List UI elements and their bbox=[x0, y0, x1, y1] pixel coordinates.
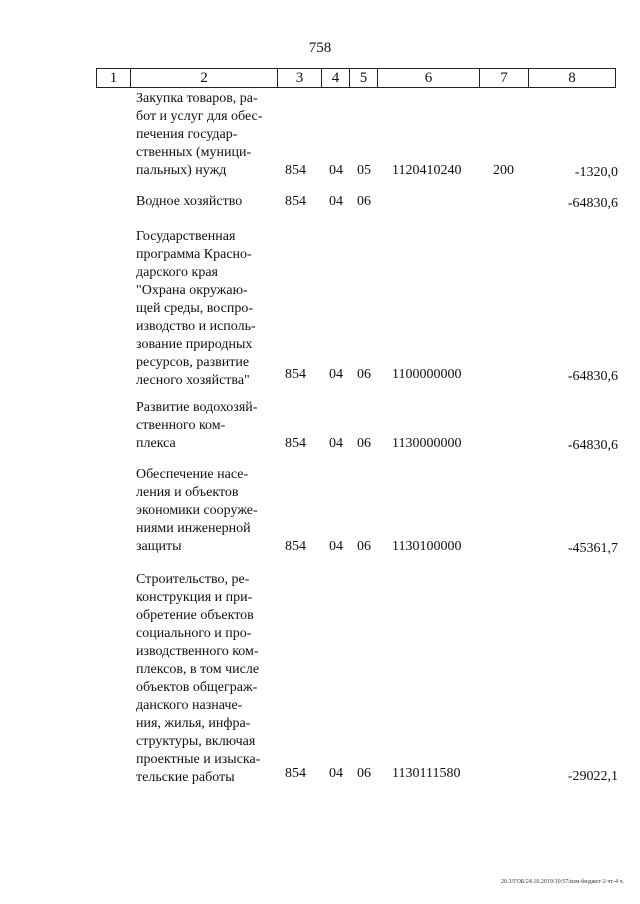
row-code-target: 1130100000 bbox=[392, 539, 462, 554]
row-code-target: 1130111580 bbox=[392, 766, 461, 781]
row-amount: -64830,6 bbox=[567, 196, 618, 211]
row-amount: -64830,6 bbox=[567, 369, 618, 384]
header-cell-2: 2 bbox=[130, 68, 278, 88]
row-amount: -1320,0 bbox=[574, 165, 618, 180]
row-description: Государственная программа Красно- дарского края "Охрана окружаю- щей среды, воспро- изводство и исполь- зование природных ресурсов, развитие лесного хозяйства" bbox=[136, 229, 256, 388]
row-code-target: 1120410240 bbox=[392, 163, 462, 178]
header-cell-3: 3 bbox=[277, 68, 322, 88]
row-code-ministry: 854 bbox=[285, 766, 306, 781]
row-code-target: 1100000000 bbox=[392, 367, 462, 382]
header-cell-8: 8 bbox=[528, 68, 616, 88]
row-description: Развитие водохозяй- ственного ком- плекса bbox=[136, 400, 258, 451]
header-cell-1: 1 bbox=[96, 68, 131, 88]
row-amount: -45361,7 bbox=[567, 541, 618, 556]
row-code-ministry: 854 bbox=[285, 163, 306, 178]
row-code-section: 04 bbox=[329, 163, 343, 178]
row-code-subsection: 06 bbox=[357, 367, 371, 382]
row-description: Обеспечение насе- ления и объектов экономики сооруже- ниями инженерной защиты bbox=[136, 467, 258, 554]
row-code-section: 04 bbox=[329, 367, 343, 382]
row-code-target: 1130000000 bbox=[392, 436, 462, 451]
row-description: Закупка товаров, ра- бот и услуг для обес- печения государ- ственных (муници- пальных) нужд bbox=[136, 91, 263, 178]
row-code-section: 04 bbox=[329, 766, 343, 781]
row-code-ministry: 854 bbox=[285, 539, 306, 554]
row-code-section: 04 bbox=[329, 436, 343, 451]
row-code-expense-type: 200 bbox=[493, 163, 514, 178]
table-header-row bbox=[96, 68, 617, 88]
row-code-ministry: 854 bbox=[285, 436, 306, 451]
row-code-subsection: 06 bbox=[357, 766, 371, 781]
row-code-section: 04 bbox=[329, 539, 343, 554]
row-code-ministry: 854 bbox=[285, 194, 306, 209]
document-footer-stamp: 20.3/ГОБ/24.10.2019/10:57/изм-бюджет-2 чт-4 ч. bbox=[500, 879, 624, 885]
row-code-ministry: 854 bbox=[285, 367, 306, 382]
row-amount: -29022,1 bbox=[567, 769, 618, 784]
row-code-section: 04 bbox=[329, 194, 343, 209]
row-description: Строительство, ре- конструкция и при- обретение объектов социального и про- изводственного ком- плексов, в том числе объектов общеграж- данского назначе- ния, жилья, инфра- структуры, включая проектные и изыска- тельские работы bbox=[136, 572, 261, 785]
header-cell-6: 6 bbox=[377, 68, 480, 88]
page-number: 758 bbox=[308, 40, 332, 56]
header-cell-5: 5 bbox=[349, 68, 378, 88]
header-cell-7: 7 bbox=[479, 68, 529, 88]
row-amount: -64830,6 bbox=[567, 438, 618, 453]
row-code-subsection: 05 bbox=[357, 163, 371, 178]
row-description: Водное хозяйство bbox=[136, 194, 243, 209]
header-cell-4: 4 bbox=[321, 68, 350, 88]
row-code-subsection: 06 bbox=[357, 436, 371, 451]
row-code-subsection: 06 bbox=[357, 194, 371, 209]
row-code-subsection: 06 bbox=[357, 539, 371, 554]
